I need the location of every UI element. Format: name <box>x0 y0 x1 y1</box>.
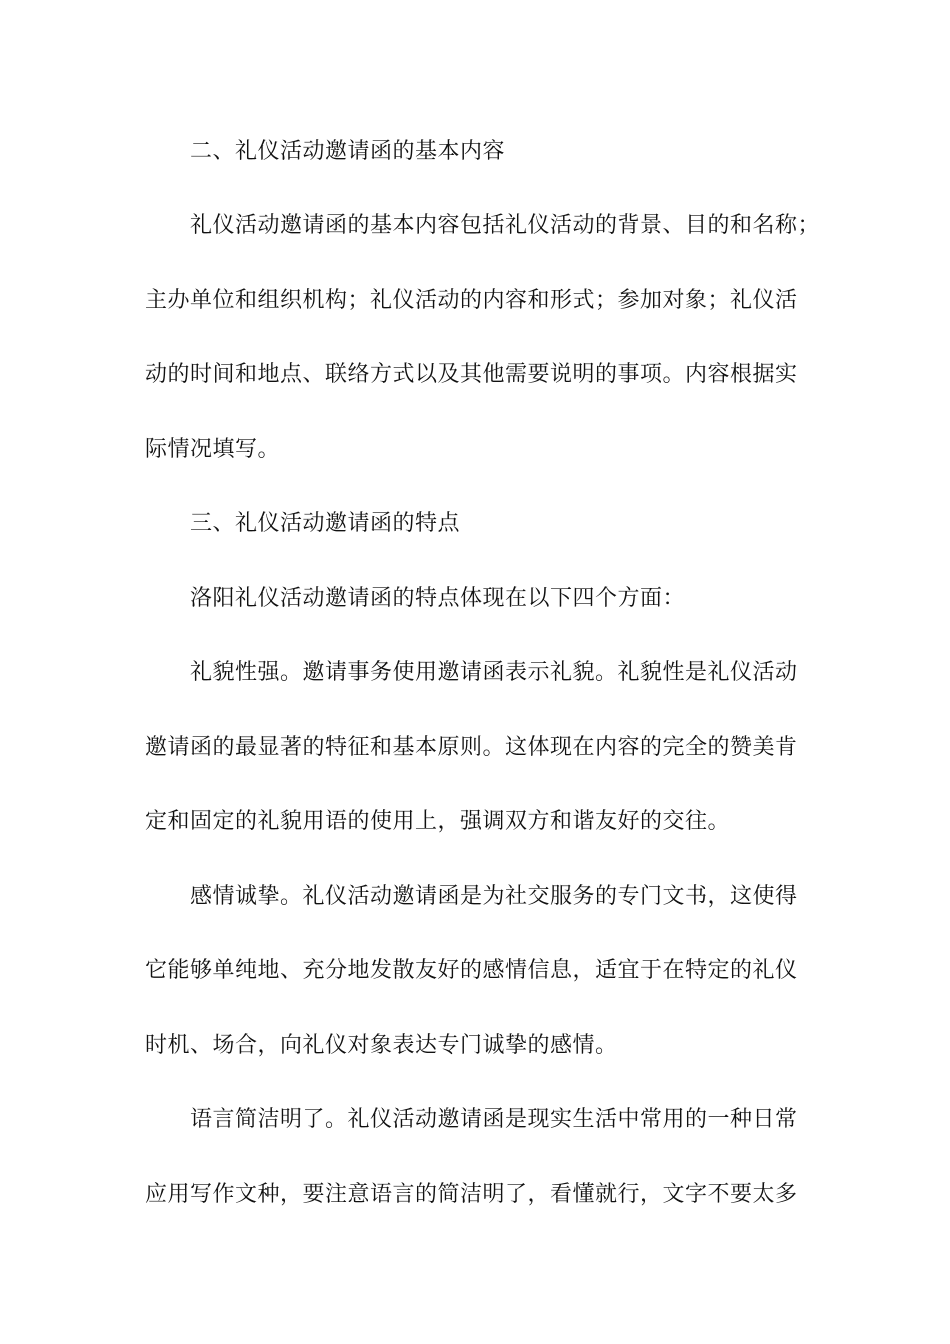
section-heading-basic-content: 二、礼仪活动邀请函的基本内容 <box>190 139 506 164</box>
paragraph-line: 应用写作文种，要注意语言的简洁明了，看懂就行，文字不要太多 <box>145 1182 798 1207</box>
section-heading-features: 三、礼仪活动邀请函的特点 <box>190 511 461 536</box>
paragraph-line: 感情诚挚。礼仪活动邀请函是为社交服务的专门文书，这使得 <box>190 884 798 909</box>
paragraph-line: 际情况填写。 <box>145 437 281 462</box>
paragraph-line: 主办单位和组织机构；礼仪活动的内容和形式；参加对象；礼仪活 <box>145 288 798 313</box>
paragraph-line: 洛阳礼仪活动邀请函的特点体现在以下四个方面： <box>190 586 686 611</box>
paragraph-line: 邀请函的最显著的特征和基本原则。这体现在内容的完全的赞美肯 <box>145 735 798 760</box>
paragraph-line: 语言简洁明了。礼仪活动邀请函是现实生活中常用的一种日常 <box>190 1107 798 1132</box>
paragraph-line: 它能够单纯地、充分地发散友好的感情信息，适宜于在特定的礼仪 <box>145 958 798 983</box>
paragraph-line: 动的时间和地点、联络方式以及其他需要说明的事项。内容根据实 <box>145 362 798 387</box>
paragraph-line: 定和固定的礼貌用语的使用上，强调双方和谐友好的交往。 <box>145 809 731 834</box>
paragraph-line: 礼貌性强。邀请事务使用邀请函表示礼貌。礼貌性是礼仪活动 <box>190 660 798 685</box>
paragraph-line: 时机、场合，向礼仪对象表达专门诚挚的感情。 <box>145 1033 618 1058</box>
paragraph-line: 礼仪活动邀请函的基本内容包括礼仪活动的背景、目的和名称； <box>190 213 821 238</box>
